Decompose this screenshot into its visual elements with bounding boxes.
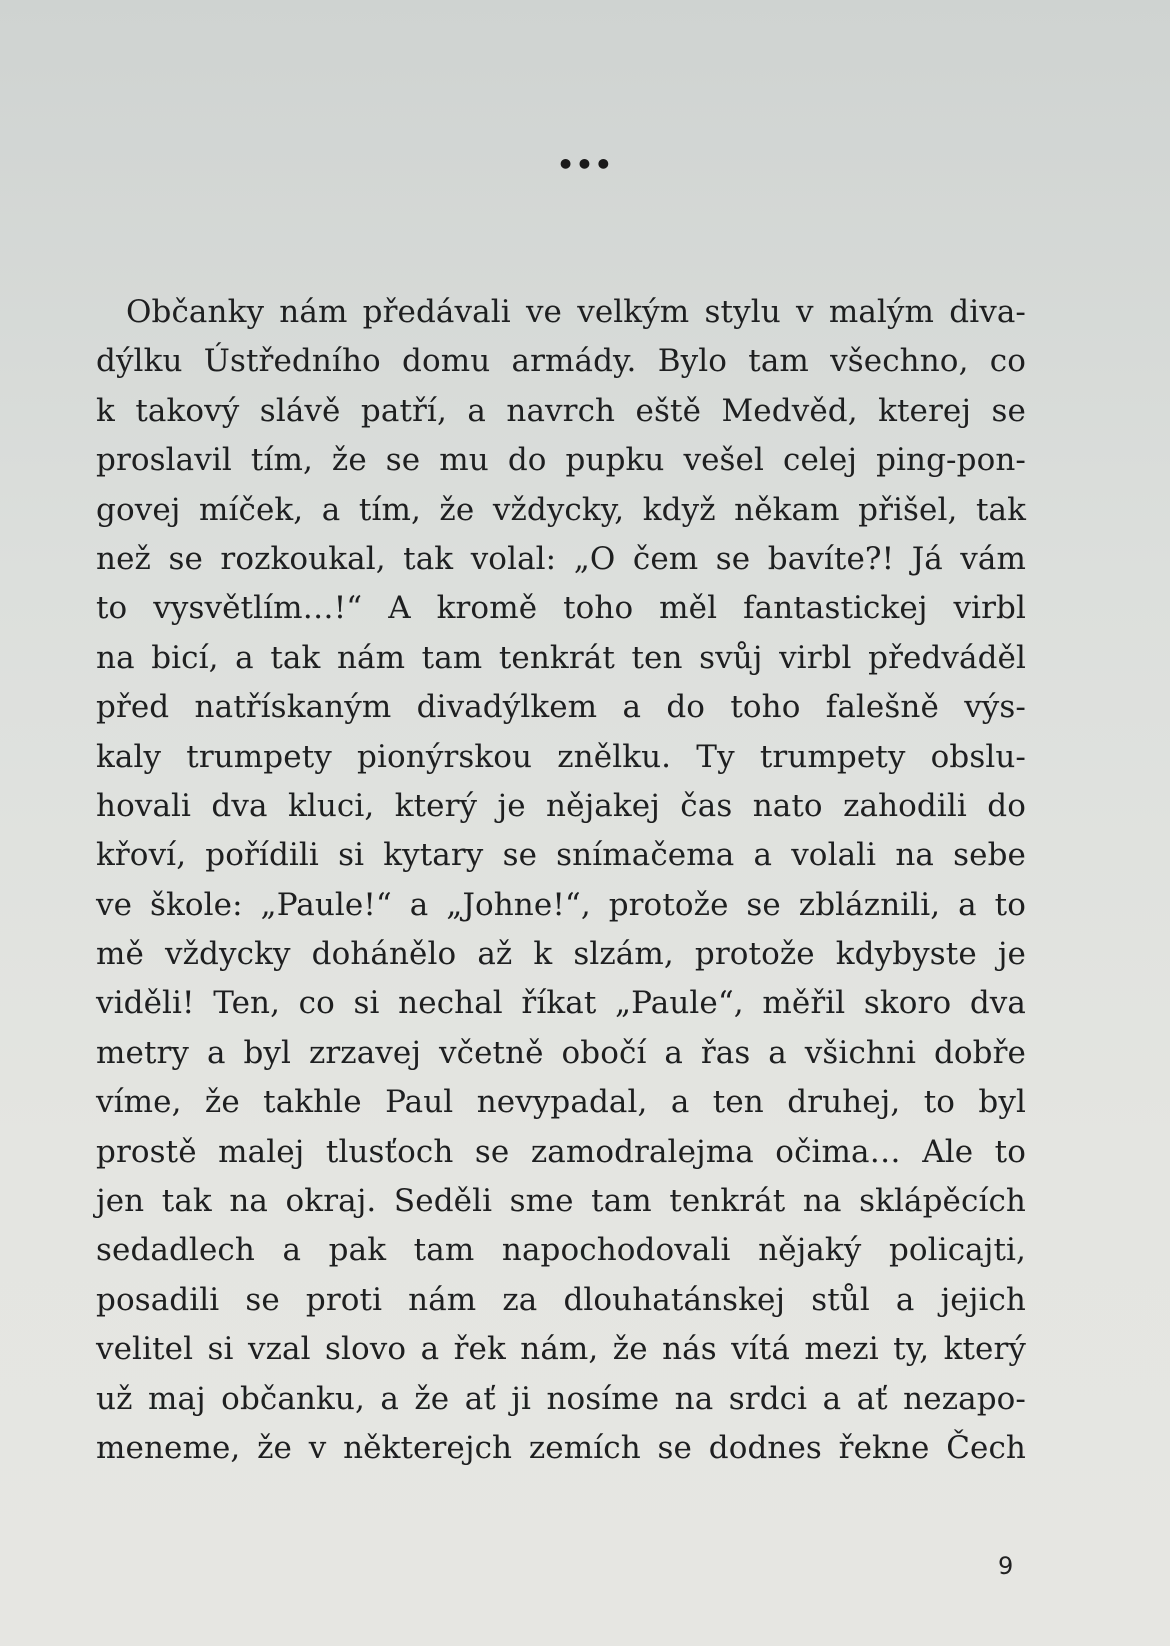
text-line: kaly trumpety pionýrskou znělku. Ty trumpety obslu- xyxy=(96,738,1026,775)
text-line: dýlku Ústředního domu armády. Bylo tam všechno, co xyxy=(96,343,1026,380)
text-line: před natřískaným divadýlkem a do toho falešně výs- xyxy=(96,689,1026,726)
text-line: křoví, pořídili si kytary se snímačema a volali na sebe xyxy=(96,837,1026,874)
text-line: meneme, že v některejch zemích se dodnes řekne Čech xyxy=(96,1429,1026,1466)
section-separator: ••• xyxy=(556,148,614,181)
text-line: sedadlech a pak tam napochodovali nějaký policajti, xyxy=(96,1232,1026,1269)
text-line: to vysvětlím…!“ A kromě toho měl fantastickej virbl xyxy=(96,590,1026,627)
text-line: hovali dva kluci, který je nějakej čas nato zahodili do xyxy=(96,787,1026,824)
text-line: prostě malej tlusťoch se zamodralejma očima… Ale to xyxy=(96,1133,1026,1170)
text-line: ve škole: „Paule!“ a „Johne!“, protože se zbláznili, a to xyxy=(96,886,1026,923)
page-number: 9 xyxy=(998,1552,1014,1580)
text-line: na bicí, a tak nám tam tenkrát ten svůj virbl předváděl xyxy=(96,639,1026,676)
text-line: proslavil tím, že se mu do pupku vešel celej ping-pon- xyxy=(96,442,1026,479)
text-line: než se rozkoukal, tak volal: „O čem se bavíte?! Já vám xyxy=(96,540,1026,577)
text-line: metry a byl zrzavej včetně obočí a řas a všichni dobře xyxy=(96,1034,1026,1071)
text-line: víme, že takhle Paul nevypadal, a ten druhej, to byl xyxy=(96,1084,1026,1121)
text-line: k takový slávě patří, a navrch eště Medvěd, kterej se xyxy=(96,392,1026,429)
text-line: Občanky nám předávali ve velkým stylu v malým diva- xyxy=(126,294,1026,330)
text-line: posadili se proti nám za dlouhatánskej stůl a jejich xyxy=(96,1281,1026,1318)
text-line: jen tak na okraj. Seděli sme tam tenkrát na sklápěcích xyxy=(96,1183,1026,1220)
text-line: velitel si vzal slovo a řek nám, že nás vítá mezi ty, který xyxy=(96,1331,1026,1368)
body-text xyxy=(96,288,1026,1473)
text-line: mě vždycky dohánělo až k slzám, protože kdybyste je xyxy=(96,936,1026,973)
text-line: govej míček, a tím, že vždycky, když někam přišel, tak xyxy=(96,491,1026,528)
text-line: viděli! Ten, co si nechal říkat „Paule“, měřil skoro dva xyxy=(96,985,1026,1022)
text-line: už maj občanku, a že ať ji nosíme na srdci a ať nezapo- xyxy=(96,1380,1026,1417)
